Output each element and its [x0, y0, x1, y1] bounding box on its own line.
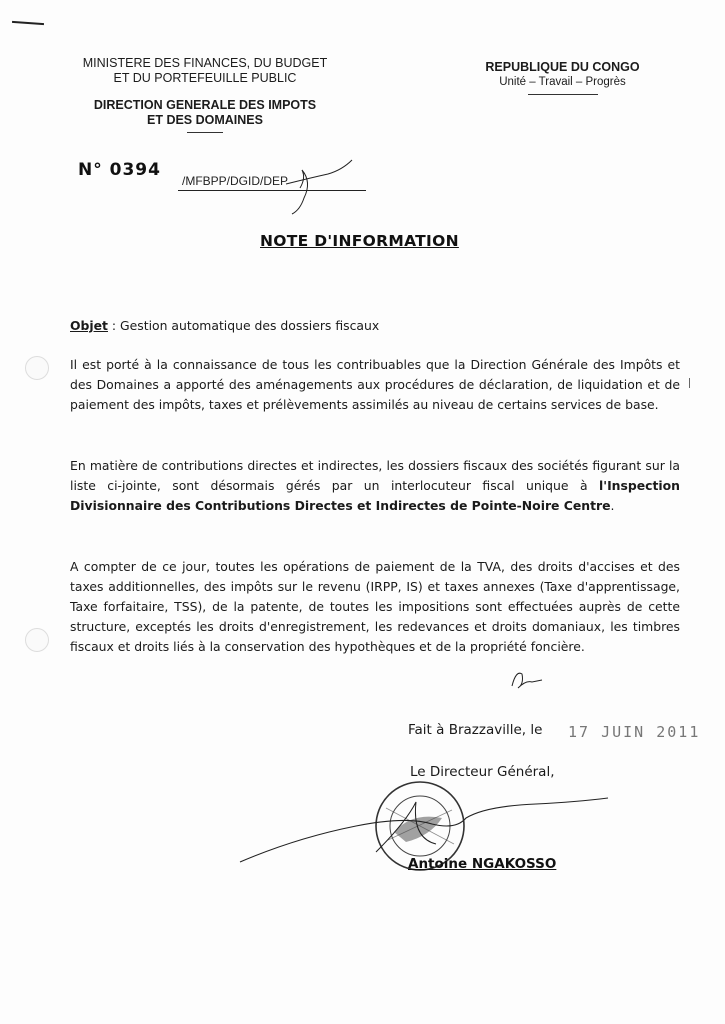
republic-divider [528, 94, 598, 95]
punch-hole-bottom [25, 628, 49, 652]
margin-mark [689, 378, 690, 388]
reference-code: /MFBPP/DGID/DEP [182, 174, 289, 188]
subject-text: Gestion automatique des dossiers fiscaux [120, 318, 380, 333]
corner-mark [12, 21, 44, 25]
paragraph-2-start: En matière de contributions directes et indirectes, les dossiers fiscaux des sociétés figurant sur la liste ci-jointe, sont désormais gérés par un interlocuteur fiscal unique à [70, 458, 680, 493]
signatory-name: Antoine NGAKOSSO [408, 856, 557, 872]
ministry-line-1: MINISTERE DES FINANCES, DU BUDGET [82, 56, 328, 70]
paragraph-3: A compter de ce jour, toutes les opérations de paiement de la TVA, des droits d'accises et des taxes additionnelles, des impôts sur le revenu (IRPP, IS) et taxes annexes (Taxe d'apprentissage, Taxe forfaitaire, TSS), de la patente, de toutes les impositions sont effectuées auprès de cette structure, exceptés les droits d'enregistrement, les redevances et droits domaniaux, les timbres fiscaux et droits liés à la conservation des hypothèques et de la propriété foncière. [70, 559, 680, 654]
subject-label: Objet [70, 318, 108, 333]
punch-hole-top [25, 356, 49, 380]
paragraph-1: Il est porté à la connaissance de tous les contribuables que la Direction Générale des Impôts et des Domaines a apporté des aménagements aux procédures de déclaration, de liquidation et de paiement des impôts, taxes et prélèvements assimilés au niveau de certains services de base. [70, 357, 680, 412]
paragraph-2-end: . [610, 498, 615, 513]
reference-number [78, 160, 438, 200]
ministry-header [80, 56, 330, 133]
paragraph-2 [70, 456, 680, 516]
paragraph-paraph [508, 666, 548, 692]
republic-header [470, 60, 655, 95]
initials-scribble [280, 148, 370, 220]
place-of-signing: Fait à Brazzaville, le [408, 722, 543, 738]
subject-line [70, 316, 680, 336]
header-divider [187, 132, 223, 133]
paragraph-2-inspection: l'Inspection Divisionnaire des Contributions Directes et Indirectes de Pointe-Noire Centre [70, 478, 680, 513]
ministry-line-2: ET DU PORTEFEUILLE PUBLIC [113, 71, 297, 85]
reference-handwritten-number: N° 0394 [78, 160, 161, 180]
direction-line-2: ET DES DOMAINES [147, 113, 263, 127]
republic-title: REPUBLIQUE DU CONGO [485, 60, 640, 74]
date-stamp: 17 JUIN 2011 [568, 723, 701, 741]
direction-line-1: DIRECTION GENERALE DES IMPOTS [93, 98, 317, 112]
director-title: Le Directeur Général, [410, 764, 555, 780]
subject-separator: : [107, 318, 121, 333]
republic-motto: Unité – Travail – Progrès [499, 76, 626, 88]
document-title: NOTE D'INFORMATION [260, 232, 459, 250]
